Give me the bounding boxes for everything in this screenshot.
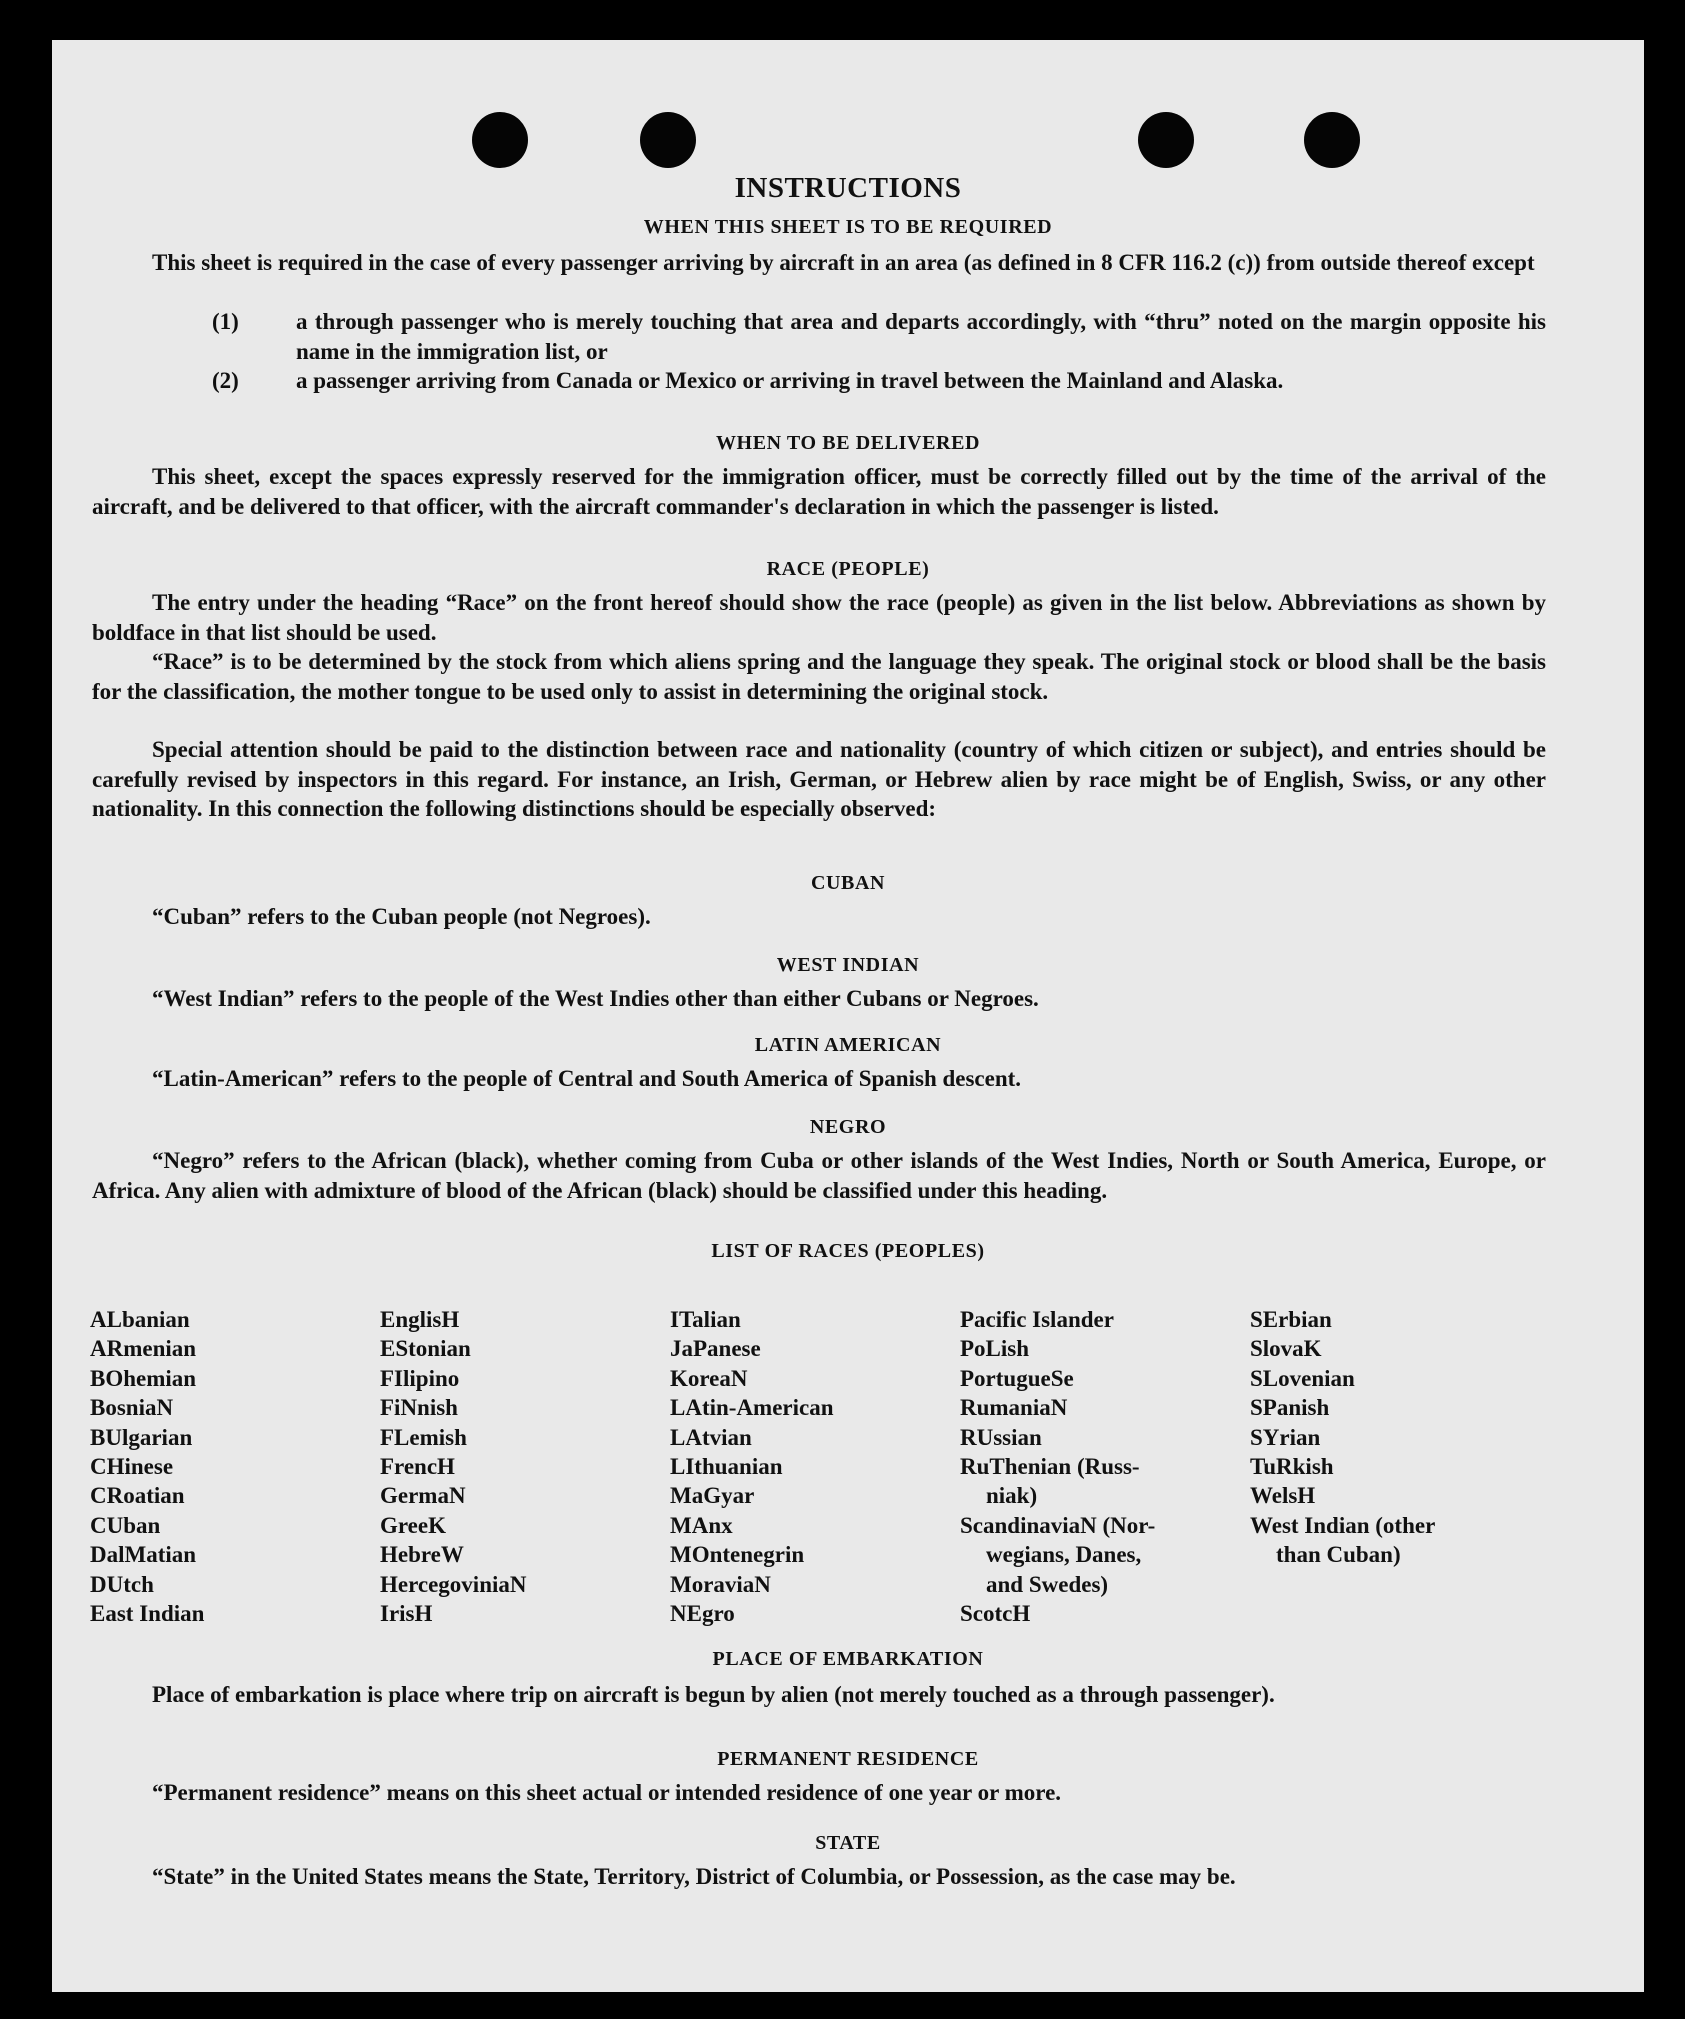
list-item: Pacific Islander [960, 1307, 1114, 1332]
list-item: CHinese [90, 1454, 174, 1480]
list-item: BosniaN [90, 1395, 174, 1421]
list-item: ScandinaviaN (Nor- [960, 1512, 1156, 1538]
list-item: FIlipino [380, 1365, 460, 1391]
list-item: SPanish [1250, 1395, 1330, 1421]
list-item: SlovaK [1250, 1336, 1322, 1362]
list-item: PortugueSe [960, 1365, 1074, 1391]
list-item: HercegoviniaN [380, 1571, 527, 1597]
list-item: LAtin-American [670, 1395, 834, 1421]
paragraph-west-indian: “West Indian” refers to the people of the West Indies other than either Cubans or Negroes. [152, 986, 1039, 1011]
list-item: and Swedes) [986, 1571, 1109, 1597]
races-column [90, 1305, 380, 1628]
list-item: FLemish [380, 1424, 467, 1450]
heading-latin-american: LATIN AMERICAN [754, 1034, 942, 1056]
paragraph-cuban: “Cuban” refers to the Cuban people (not Negroes). [152, 904, 651, 929]
races-column [1250, 1305, 1550, 1628]
punch-hole [472, 112, 528, 168]
heading-when-required: WHEN THIS SHEET IS TO BE REQUIRED [643, 216, 1053, 238]
list-item: LIthuanian [670, 1454, 783, 1480]
heading-permanent-residence: PERMANENT RESIDENCE [717, 1748, 979, 1770]
list-item: GermaN [380, 1483, 466, 1509]
list-item: LAtvian [670, 1424, 752, 1450]
paragraph-race-3: Special attention should be paid to the distinction between race and nationality (country of which citizen or subject), and entries should be carefully revised by inspectors in this regard. For instance, an Irish, German, or Hebrew alien by race might be of English, Swiss, or any other nationality. In this connection the following distinctions should be especially observed: [92, 737, 1546, 821]
heading-list-of-races: LIST OF RACES (PEOPLES) [711, 1240, 985, 1262]
paragraph-latin-american: “Latin-American” refers to the people of Central and South America of Spanish descent. [152, 1066, 1022, 1091]
races-list [90, 1305, 1570, 1628]
list-item: FiNnish [380, 1395, 458, 1421]
list-item: (1) a through passenger who is merely touching that area and departs accordingly, with “thru” noted on the margin opposite his name in the immigration list, or [212, 309, 1546, 364]
list-item: FrencH [380, 1454, 455, 1480]
heading-race: RACE (PEOPLE) [766, 558, 930, 580]
list-item: WelsH [1250, 1483, 1316, 1509]
paragraph-state: “State” in the United States means the State, Territory, District of Columbia, or Possession, as the case may be. [152, 1864, 1236, 1889]
list-item: MaGyar [670, 1483, 755, 1509]
heading-west-indian: WEST INDIAN [776, 954, 920, 976]
list-item: DUtch [90, 1571, 154, 1597]
list-item: RuThenian (Russ- [960, 1454, 1140, 1480]
list-item: JaPanese [670, 1336, 761, 1362]
document-page [52, 40, 1644, 1992]
list-item: DalMatian [90, 1542, 197, 1568]
list-item: BUlgarian [90, 1424, 193, 1450]
heading-cuban: CUBAN [810, 872, 886, 894]
list-item: wegians, Danes, [986, 1542, 1142, 1568]
races-column [670, 1305, 960, 1628]
punch-hole [1304, 112, 1360, 168]
list-item: ITalian [670, 1307, 741, 1332]
list-item: MAnx [670, 1512, 733, 1538]
punch-hole [640, 112, 696, 168]
races-column [960, 1305, 1250, 1628]
paragraph-when-delivered: This sheet, except the spaces expressly reserved for the immigration officer, must be correctly filled out by the time of the arrival of the aircraft, and be delivered to that officer, with the aircraft commander's declaration in which the passenger is listed. [92, 464, 1546, 519]
list-item: East Indian [90, 1601, 205, 1627]
list-item: IrisH [380, 1601, 433, 1627]
list-item: GreeK [380, 1512, 446, 1538]
list-item: ALbanian [90, 1307, 190, 1332]
list-item: EStonian [380, 1336, 471, 1362]
list-item: ScotcH [960, 1601, 1031, 1627]
list-item: than Cuban) [1276, 1542, 1401, 1568]
list-item: KoreaN [670, 1365, 748, 1391]
list-item: SYrian [1250, 1424, 1321, 1450]
paragraph-race-2: “Race” is to be determined by the stock from which aliens spring and the language they speak. The original stock or blood shall be the basis for the classification, the mother tongue to be used only to assist in determining the original stock. [92, 649, 1546, 704]
heading-embarkation: PLACE OF EMBARKATION [712, 1648, 984, 1670]
list-item: ARmenian [90, 1336, 197, 1362]
paragraph-embarkation: Place of embarkation is place where trip on aircraft is begun by alien (not merely touched as a through passenger). [152, 1682, 1275, 1707]
list-item: RUssian [960, 1424, 1042, 1450]
paragraph-race-1: The entry under the heading “Race” on the front hereof should show the race (people) as given in the list below. Abbreviations as shown by boldface in that list should be used. [92, 590, 1546, 645]
heading-negro: NEGRO [809, 1116, 887, 1138]
page-title: INSTRUCTIONS [734, 172, 962, 204]
punch-hole [1138, 112, 1194, 168]
list-item: West Indian (other [1250, 1512, 1436, 1538]
list-item: BOhemian [90, 1365, 197, 1391]
list-item: (2) a passenger arriving from Canada or Mexico or arriving in travel between the Mainland and Alaska. [212, 368, 1284, 393]
heading-state: STATE [815, 1832, 881, 1854]
list-item: MoraviaN [670, 1571, 771, 1597]
list-item: SLovenian [1250, 1365, 1355, 1391]
races-column [380, 1305, 670, 1628]
list-item: TuRkish [1250, 1454, 1334, 1480]
list-item: NEgro [670, 1601, 735, 1627]
list-item: RumaniaN [960, 1395, 1068, 1421]
heading-when-delivered: WHEN TO BE DELIVERED [715, 432, 981, 454]
list-item: CRoatian [90, 1483, 185, 1509]
list-item: MOntenegrin [670, 1542, 805, 1568]
list-item: PoLish [960, 1336, 1030, 1362]
list-item: niak) [986, 1483, 1038, 1509]
list-item: CUban [90, 1512, 161, 1538]
list-item: SErbian [1250, 1307, 1332, 1332]
paragraph-when-required: This sheet is required in the case of every passenger arriving by aircraft in an area (as defined in 8 CFR 116.2 (c)) from outside thereof except [152, 250, 1535, 275]
paragraph-negro: “Negro” refers to the African (black), whether coming from Cuba or other islands of the West Indies, North or South America, Europe, or Africa. Any alien with admixture of blood of the African (black) should be classified under this heading. [92, 1148, 1546, 1203]
list-item: HebreW [380, 1542, 464, 1568]
list-item: EnglisH [380, 1307, 460, 1332]
paragraph-permanent-residence: “Permanent residence” means on this sheet actual or intended residence of one year or more. [152, 1780, 1062, 1805]
